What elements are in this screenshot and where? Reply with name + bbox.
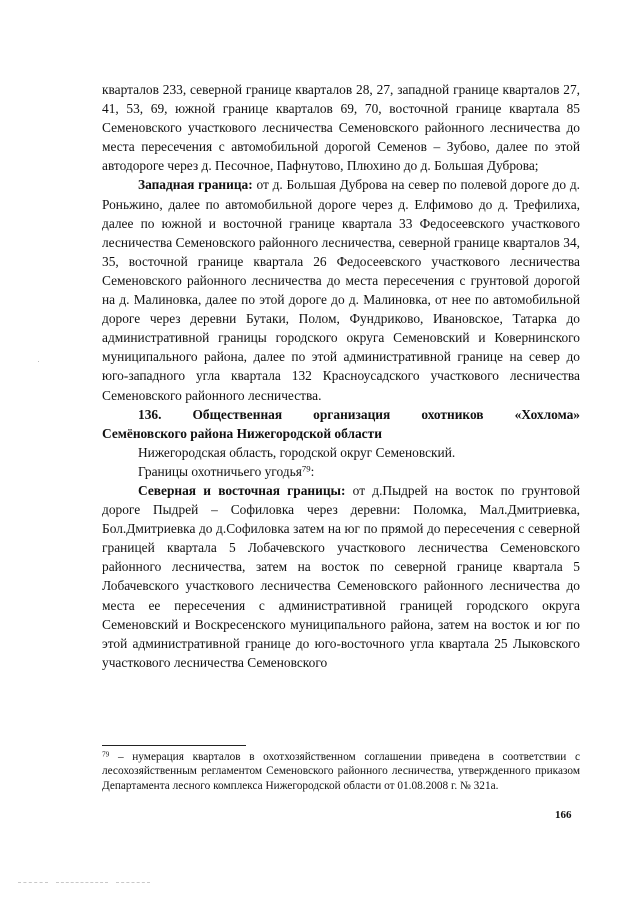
footnote-number: 79	[102, 749, 110, 759]
west-boundary-label: Западная граница:	[138, 177, 253, 193]
bounds-intro	[102, 462, 580, 481]
scan-edge-mark	[18, 882, 48, 883]
footnote	[102, 750, 580, 793]
location-line: Нижегородская область, городской округ Семеновский.	[138, 444, 456, 460]
scan-edge-mark	[116, 882, 150, 883]
footnote-separator	[102, 745, 246, 746]
north-east-boundary-label: Северная и восточная границы:	[138, 482, 346, 498]
body-text	[102, 80, 580, 672]
footnote-ref: 79	[301, 463, 311, 474]
bounds-label: Границы охотничьего угодья	[138, 463, 302, 479]
scan-speck	[38, 361, 39, 362]
page-number: 166	[555, 809, 572, 821]
bounds-colon: :	[310, 463, 315, 479]
west-boundary-text: от д. Большая Дуброва на север по полевой дороге до д. Роньжино, далее по автомобильной дороге через д. Елфимово до д. Трефилиха, далее по южной и восточной границе квартала 33 Федосеевского участкового лесничества Семеновского районного лесничества, северной границе кварталов 34, 35, восточной границе квартала 26 Федосеевского участкового лесничества Семеновского районного лесничества до места пересечения с грунтовой дорогой на д. Малиновка, далее по этой дороге до д. Малиновка, от нее по автомобильной дороге через деревни Бутаки, Полом, Фундриково, Ивановское, Татарка до административной границы городского округа Семеновский и Ковернинского муниципального района, далее по этой административной границе на север до юго-западного угла квартала 132 Красноусадского участкового лесничества Семеновского районного лесничества.	[102, 177, 580, 403]
footnote-text: – нумерация кварталов в охотхозяйственном соглашении приведена в соответствии с лесохозяйственным регламентом Семеновского районного лесничества, утвержденного приказом Департамента лесного комплекса Нижегородской области от 01.08.2008 г. № 321а.	[102, 751, 580, 792]
section-heading-line2: Семёновского района Нижегородской области	[102, 425, 382, 441]
paragraph-north-east-boundary	[102, 481, 580, 672]
north-east-boundary-text: от д.Пыдрей на восток по грунтовой дороге Пыдрей – Софиловка через деревни: Поломка, Мал.Дмитриевка, Бол.Дмитриевка до д.Софиловка затем на юг по прямой до пересечения с северной границей квартала 5 Лобачевского участкового лесничества Семеновского районного лесничества, затем на восток по северной границе квартала 5 Лобачевского участкового лесничества Семеновского районного лесничества до места ее пересечения с административной границей городского округа Семеновский и Воскресенского муниципального района, затем на восток и юг по этой административной границе до юго-восточного угла квартала 25 Лыковского участкового лесничества Семеновского	[102, 482, 580, 670]
paragraph-west-boundary	[102, 175, 580, 404]
paragraph-continuation: кварталов 233, северной границе кварталов 28, 27, западной границе кварталов 27, 41, 53, 69, южной границе кварталов 69, 70, восточной границе квартала 85 Семеновского участкового лесничества Семеновского районного лесничества до места пересечения с автомобильной дорогой Семенов – Зубово, далее по этой автодороге через д. Песочное, Пафнутово, Плюхино до д. Большая Дуброва;	[102, 82, 580, 174]
section-heading-line1: 136. Общественная организация охотников «Хохлома»	[138, 406, 580, 422]
scan-edge-mark	[56, 882, 108, 883]
